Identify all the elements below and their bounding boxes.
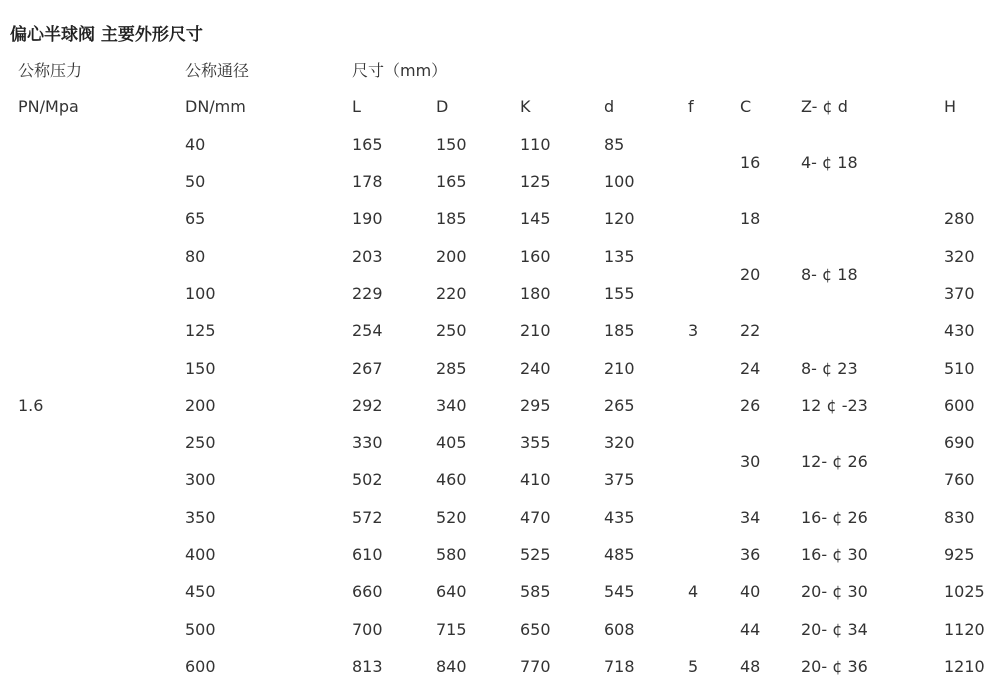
K-cell: 585: [520, 582, 551, 602]
pn-unit: PN/Mpa: [18, 97, 79, 117]
K-cell: 650: [520, 619, 551, 639]
dn-cell: 100: [185, 283, 216, 303]
col-H: H: [944, 97, 957, 117]
d-cell: 718: [604, 656, 635, 676]
L-cell: 502: [352, 470, 383, 490]
H-cell: 760: [944, 470, 975, 490]
dn-cell: 200: [185, 395, 216, 415]
table-row: [0, 126, 1001, 163]
dn-cell: 50: [185, 172, 206, 192]
Z-cell: 12- ¢ 26: [801, 451, 868, 471]
C-cell: 44: [740, 619, 761, 639]
H-cell: 1120: [944, 619, 985, 639]
pressure-header: 公称压力: [18, 61, 83, 81]
d-cell: 485: [604, 545, 635, 564]
Z-cell: 20- ¢ 34: [801, 619, 868, 639]
K-cell: 355: [520, 433, 551, 453]
C-cell: 20: [740, 265, 761, 285]
page-title: 偏心半球阀 主要外形尺寸: [10, 25, 203, 45]
C-cell: 16: [740, 153, 761, 173]
pressure-value: 1.6: [18, 395, 44, 415]
d-cell: 265: [604, 395, 635, 415]
dn-cell: 500: [185, 619, 216, 639]
H-cell: 1210: [944, 656, 985, 676]
D-cell: 715: [436, 619, 467, 639]
K-cell: 240: [520, 358, 551, 378]
D-cell: 460: [436, 470, 467, 490]
f-cell: 3: [688, 321, 699, 341]
d-cell: 185: [604, 321, 635, 341]
H-cell: 925: [944, 545, 975, 564]
dn-cell: 80: [185, 246, 206, 266]
L-cell: 660: [352, 582, 383, 602]
col-C: C: [740, 97, 752, 117]
D-cell: 220: [436, 283, 467, 303]
L-cell: 254: [352, 321, 383, 341]
dn-cell: 250: [185, 433, 216, 453]
col-K: K: [520, 97, 531, 117]
D-cell: 405: [436, 433, 467, 453]
K-cell: 470: [520, 507, 551, 527]
D-cell: 840: [436, 656, 467, 676]
K-cell: 770: [520, 656, 551, 676]
L-cell: 813: [352, 656, 383, 676]
dn-cell: 600: [185, 656, 216, 676]
H-cell: 320: [944, 246, 975, 266]
L-cell: 190: [352, 209, 383, 229]
Z-cell: 8- ¢ 23: [801, 358, 858, 378]
dn-cell: 150: [185, 358, 216, 378]
K-cell: 295: [520, 395, 551, 415]
dn-cell: 125: [185, 321, 216, 341]
dn-cell: 65: [185, 209, 206, 229]
d-cell: 375: [604, 470, 635, 490]
H-cell: 690: [944, 433, 975, 453]
col-D: D: [436, 97, 449, 117]
dimension-table: [0, 51, 1001, 685]
d-cell: 100: [604, 172, 635, 192]
D-cell: 285: [436, 358, 467, 378]
dn-cell: 400: [185, 545, 216, 564]
K-cell: 125: [520, 172, 551, 192]
f-cell: 5: [688, 656, 699, 676]
L-cell: 292: [352, 395, 383, 415]
C-cell: 24: [740, 358, 761, 378]
Z-cell: 16- ¢ 26: [801, 507, 868, 527]
C-cell: 18: [740, 209, 761, 229]
Z-cell: 8- ¢ 18: [801, 265, 858, 285]
H-cell: 600: [944, 395, 975, 415]
d-cell: 120: [604, 209, 635, 229]
f-cell: 4: [688, 582, 699, 602]
dn-cell: 350: [185, 507, 216, 527]
col-d: d: [604, 97, 615, 117]
d-cell: 320: [604, 433, 635, 453]
K-cell: 160: [520, 246, 551, 266]
K-cell: 145: [520, 209, 551, 229]
C-cell: 48: [740, 656, 761, 676]
dn-unit: DN/mm: [185, 97, 246, 117]
L-cell: 178: [352, 172, 383, 192]
d-cell: 85: [604, 134, 625, 154]
size-header: 尺寸（mm）: [352, 61, 448, 81]
H-cell: 1025: [944, 582, 985, 602]
D-cell: 520: [436, 507, 467, 527]
d-cell: 155: [604, 283, 635, 303]
H-cell: 280: [944, 209, 975, 229]
D-cell: 250: [436, 321, 467, 341]
K-cell: 110: [520, 134, 551, 154]
D-cell: 640: [436, 582, 467, 602]
d-cell: 435: [604, 507, 635, 527]
D-cell: 185: [436, 209, 467, 229]
K-cell: 180: [520, 283, 551, 303]
D-cell: 150: [436, 134, 467, 154]
K-cell: 410: [520, 470, 551, 490]
bore-header: 公称通径: [185, 61, 250, 81]
H-cell: 510: [944, 358, 975, 378]
L-cell: 572: [352, 507, 383, 527]
col-f: f: [688, 97, 694, 117]
dn-cell: 300: [185, 470, 216, 490]
H-cell: 830: [944, 507, 975, 527]
units-row: [0, 88, 1001, 125]
col-Z: Z- ¢ d: [801, 97, 848, 117]
col-L: L: [352, 97, 361, 117]
C-cell: 26: [740, 395, 761, 415]
dn-cell: 450: [185, 582, 216, 602]
d-cell: 608: [604, 619, 635, 639]
dn-cell: 40: [185, 134, 206, 154]
L-cell: 165: [352, 134, 383, 154]
L-cell: 267: [352, 358, 383, 378]
C-cell: 30: [740, 451, 761, 471]
C-cell: 22: [740, 321, 761, 341]
H-cell: 370: [944, 283, 975, 303]
C-cell: 40: [740, 582, 761, 602]
Z-cell: 12 ¢ -23: [801, 395, 868, 415]
L-cell: 700: [352, 619, 383, 639]
d-cell: 210: [604, 358, 635, 378]
D-cell: 200: [436, 246, 467, 266]
D-cell: 580: [436, 545, 467, 564]
L-cell: 229: [352, 283, 383, 303]
D-cell: 340: [436, 395, 467, 415]
H-cell: 430: [944, 321, 975, 341]
Z-cell: 20- ¢ 30: [801, 582, 868, 602]
d-cell: 545: [604, 582, 635, 602]
D-cell: 165: [436, 172, 467, 192]
L-cell: 203: [352, 246, 383, 266]
Z-cell: 16- ¢ 30: [801, 545, 868, 564]
H-cell: [944, 163, 1001, 200]
H-cell: [944, 126, 1001, 163]
L-cell: 610: [352, 545, 383, 564]
K-cell: 525: [520, 545, 551, 564]
K-cell: 210: [520, 321, 551, 341]
L-cell: 330: [352, 433, 383, 453]
Z-cell: 20- ¢ 36: [801, 656, 868, 676]
C-cell: 34: [740, 507, 761, 527]
header-row: [0, 51, 1001, 88]
Z-cell: 4- ¢ 18: [801, 153, 858, 173]
d-cell: 135: [604, 246, 635, 266]
C-cell: 36: [740, 545, 761, 564]
